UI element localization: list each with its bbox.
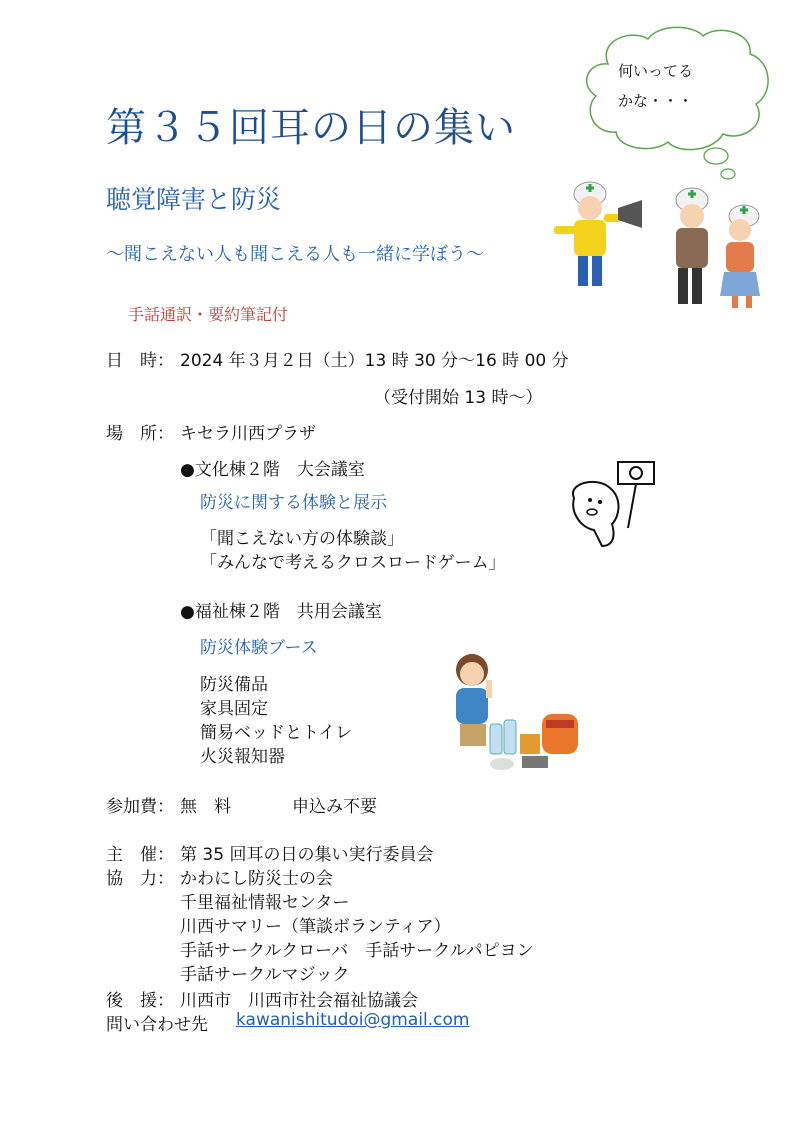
bubble-line-2: かな・・・ [618, 92, 694, 110]
building2-item: 防災備品 [200, 675, 268, 695]
datetime-label: 日 時： [106, 351, 174, 371]
megaphone-worker-illustration-icon [548, 178, 648, 290]
reception-time: （受付開始 13 時～） [374, 388, 543, 408]
fee-value: 無 料 [180, 797, 231, 817]
building2-item: 火災報知器 [200, 747, 285, 767]
building2-theme: 防災体験ブース [200, 638, 318, 658]
fee-label: 参加費： [106, 797, 174, 817]
contact-email-link[interactable]: kawanishitudoi@gmail.com [236, 1010, 470, 1030]
cooperation-label: 協 力： [106, 869, 174, 889]
support-label: 後 援： [106, 991, 174, 1011]
organizer-label: 主 催： [106, 845, 174, 865]
building1-theme: 防災に関する体験と展示 [200, 493, 387, 513]
building2-item: 簡易ベッドとトイレ [200, 723, 353, 743]
cooperation-item: かわにし防災士の会 [180, 869, 333, 889]
cooperation-item: 手話サークルマジック [180, 965, 350, 985]
venue-label: 場 所： [106, 424, 174, 444]
organizer-value: 第 35 回耳の日の集い実行委員会 [180, 845, 434, 865]
interpretation-note: 手話通訳・要約筆記付 [128, 305, 289, 324]
page-title: 第３５回耳の日の集い [106, 105, 516, 151]
bubble-line-1: 何いってる [618, 62, 694, 80]
contact-label: 問い合わせ先 [106, 1015, 208, 1035]
woman-disaster-supplies-illustration-icon [442, 648, 592, 776]
venue-value: キセラ川西プラザ [180, 424, 316, 444]
building1-item: 「みんなで考えるクロスロードゲーム」 [200, 553, 506, 573]
sign-holder-doodle-icon [562, 458, 662, 552]
building2-item: 家具固定 [200, 699, 268, 719]
application-note: 申込み不要 [292, 797, 377, 817]
cooperation-item: 千里福祉情報センター [180, 893, 350, 913]
cooperation-item: 手話サークルクローバ 手話サークルパピヨン [180, 941, 534, 961]
building1-name: ●文化棟２階 大会議室 [180, 460, 365, 480]
datetime-value: 2024 年３月２日（土）13 時 30 分～16 時 00 分 [180, 351, 569, 371]
subtitle: 聴覚障害と防災 [106, 185, 282, 214]
building2-name: ●福祉棟２階 共用会議室 [180, 602, 382, 622]
support-value: 川西市 川西市社会福祉協議会 [180, 991, 418, 1011]
cooperation-item: 川西サマリー（筆談ボランティア） [180, 917, 451, 937]
helper-elderly-illustration-icon [652, 186, 772, 312]
tagline: ～聞こえない人も聞こえる人も一緒に学ぼう～ [106, 244, 484, 265]
building1-item: 「聞こえない方の体験談」 [200, 529, 404, 549]
